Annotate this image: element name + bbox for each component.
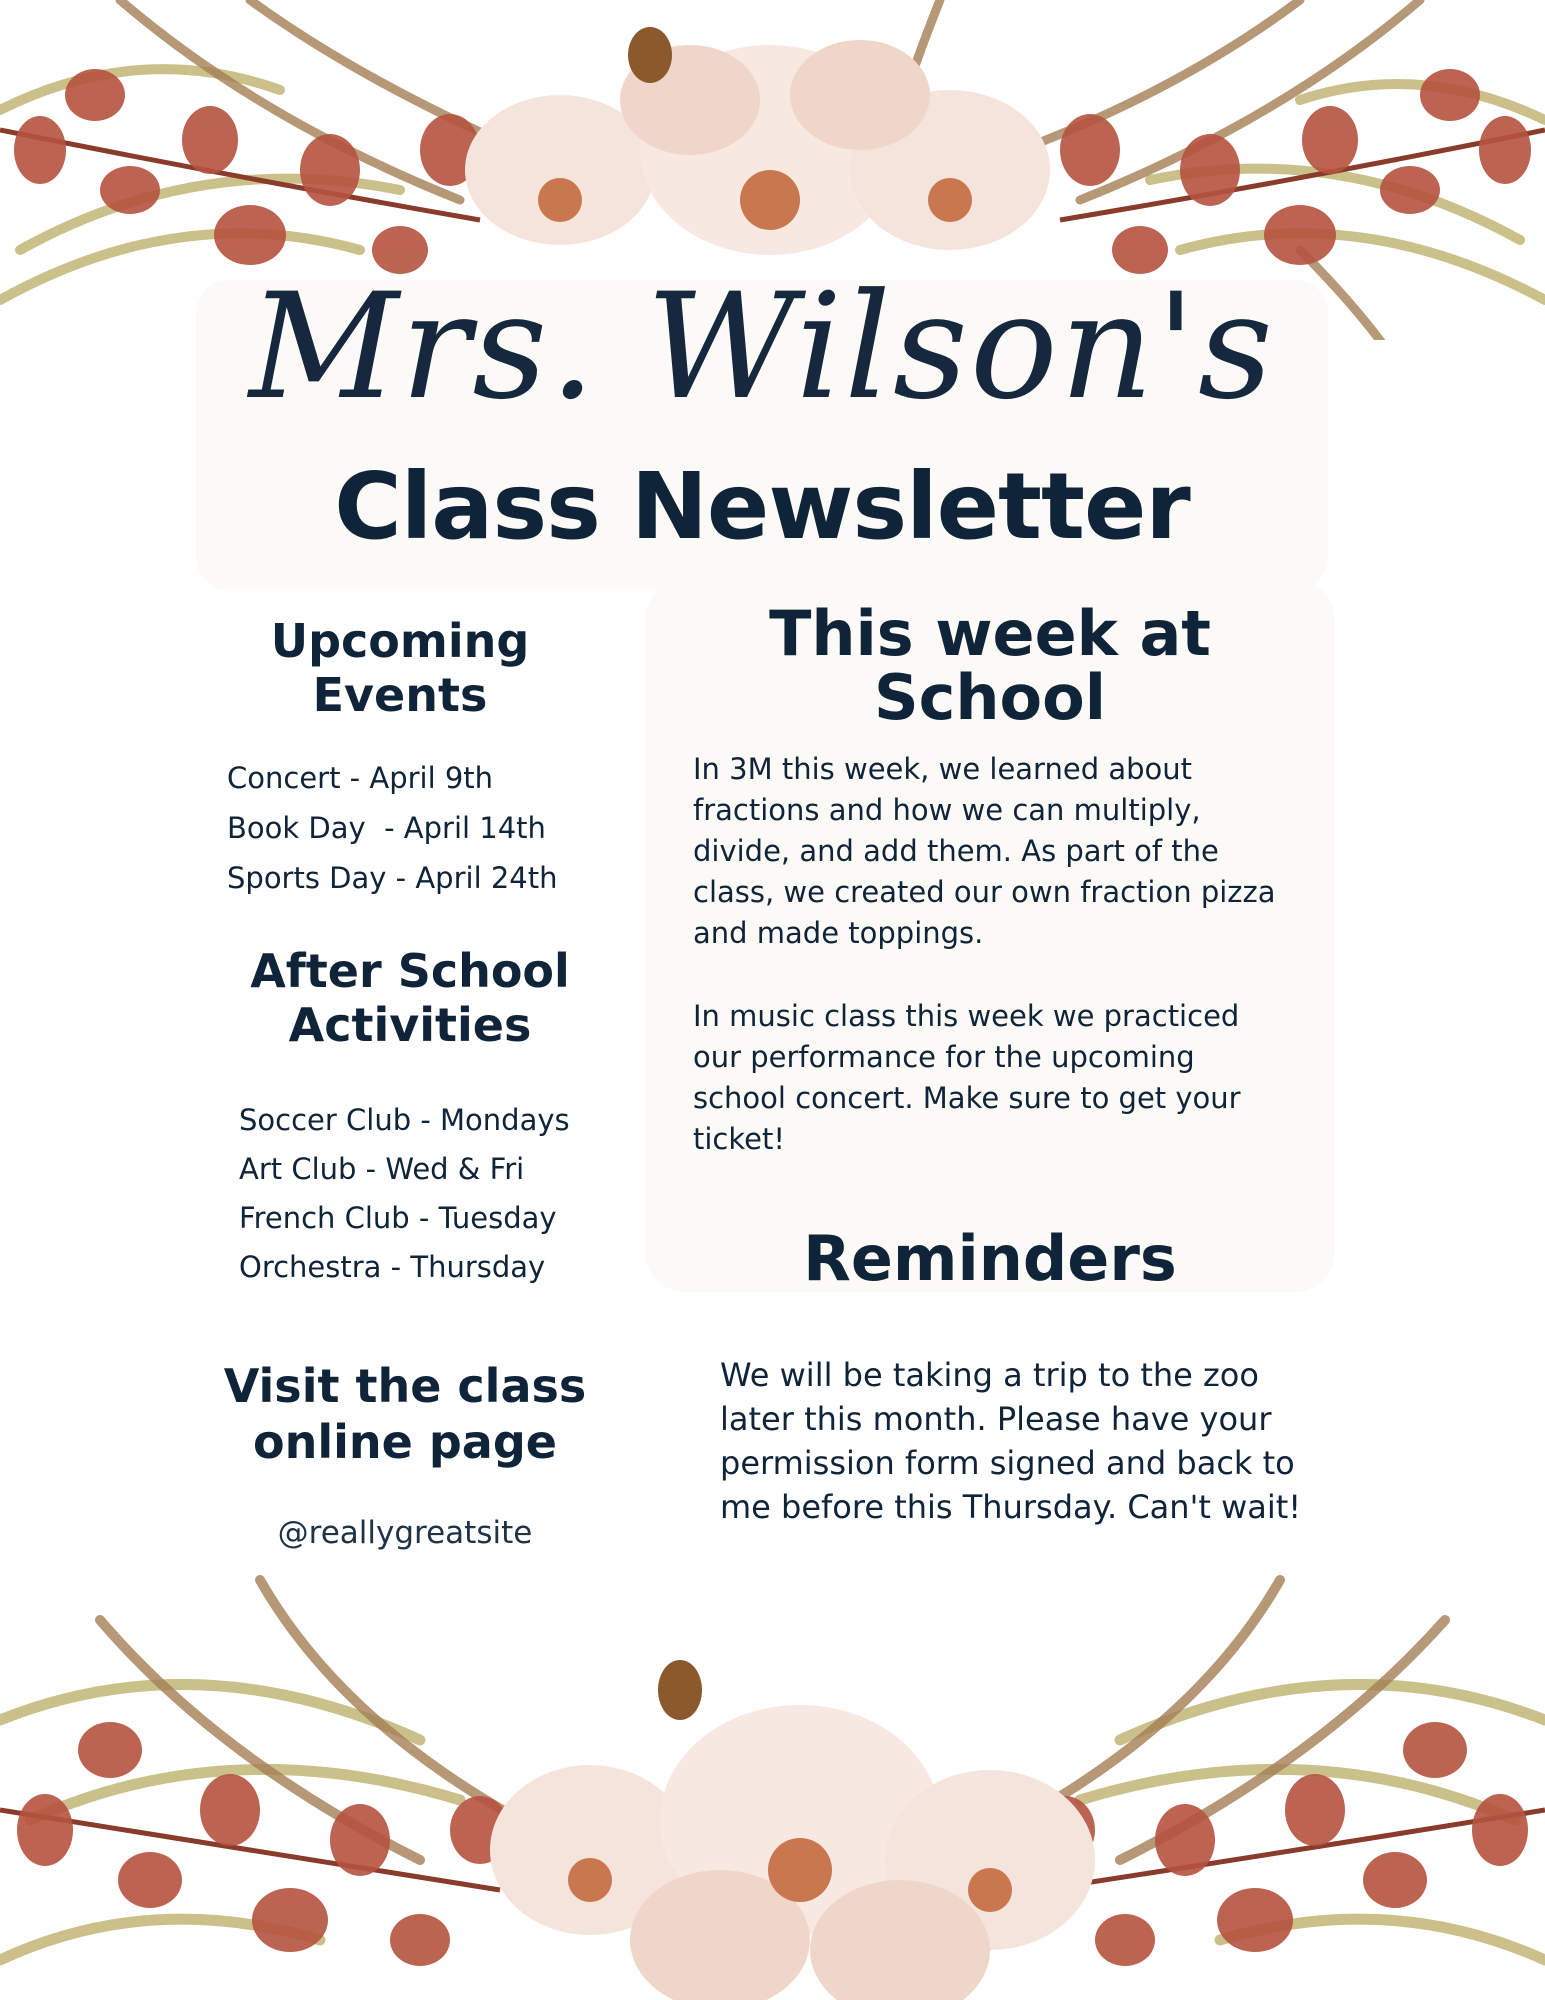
floral-border-bottom bbox=[0, 1560, 1545, 2000]
upcoming-events-list bbox=[227, 753, 558, 903]
event-item: Concert - April 9th bbox=[227, 761, 494, 795]
this-week-paragraph: In music class this week we practiced our performance for the upcoming school concert. Make sure to get your ticket! bbox=[693, 999, 1241, 1156]
after-school-activities-heading bbox=[230, 944, 590, 1052]
heading-line: online page bbox=[253, 1415, 557, 1469]
heading-line: This week at bbox=[769, 597, 1211, 670]
heading-line: Events bbox=[312, 668, 488, 722]
heading-line: Visit the class bbox=[223, 1359, 587, 1413]
activity-item: Orchestra - Thursday bbox=[239, 1250, 546, 1284]
this-week-paragraph: In 3M this week, we learned about fractions and how we can multiply, divide, and add them. As part of the class, we created our own fraction pizza and made toppings. bbox=[693, 752, 1276, 950]
upcoming-events-heading bbox=[230, 614, 570, 722]
teacher-name-script-title: Mrs. Wilson's bbox=[249, 262, 1275, 432]
website-handle-link[interactable]: @reallygreatsite bbox=[277, 1515, 533, 1551]
after-school-activities-list bbox=[239, 1096, 570, 1292]
newsletter-title: Class Newsletter bbox=[334, 453, 1190, 560]
reminders-heading: Reminders bbox=[803, 1222, 1177, 1295]
this-week-heading bbox=[645, 597, 1335, 734]
activity-item: French Club - Tuesday bbox=[239, 1201, 557, 1235]
event-item: Book Day - April 14th bbox=[227, 811, 546, 845]
activity-item: Art Club - Wed & Fri bbox=[239, 1152, 525, 1186]
heading-line: Upcoming bbox=[270, 614, 530, 668]
event-item: Sports Day - April 24th bbox=[227, 861, 558, 895]
heading-line: Activities bbox=[288, 998, 532, 1052]
heading-line: After School bbox=[250, 944, 570, 998]
heading-line: School bbox=[874, 661, 1106, 734]
orchid-flowers bbox=[490, 1660, 1095, 2000]
orchid-flowers bbox=[465, 27, 1050, 255]
reminders-paragraph: We will be taking a trip to the zoo later this month. Please have your permission form signed and back to me before this Thursday. Can't wait! bbox=[720, 1356, 1302, 1526]
activity-item: Soccer Club - Mondays bbox=[239, 1103, 570, 1137]
visit-online-page-heading bbox=[220, 1358, 590, 1470]
